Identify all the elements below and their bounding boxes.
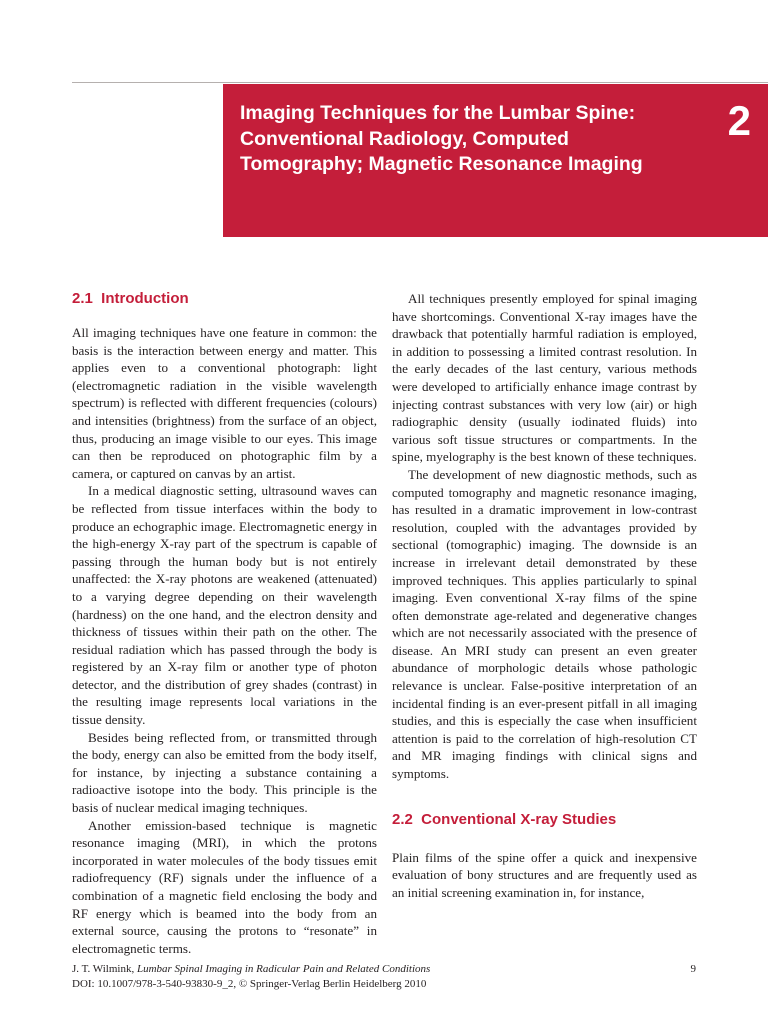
footer-author: J. T. Wilmink,	[72, 963, 135, 975]
right-column	[392, 290, 697, 901]
footer-book-title: Lumbar Spinal Imaging in Radicular Pain and Related Conditions	[136, 963, 431, 975]
footer-doi: DOI: 10.1007/978-3-540-93830-9_2, © Springer-Verlag Berlin Heidelberg 2010	[72, 977, 427, 990]
page-number: 9	[690, 963, 696, 975]
paragraph: All imaging techniques have one feature in common: the basis is the interaction between energy and matter. This applies even to a conventional photograph: light (electromagnetic radiation in the visible wavelength spectrum) is reflected with different frequencies (colours) and intensities (brightness) from the surface of an object, thus, producing an image visible to our eyes. This image can then be reproduced on photographic film by a camera, or captured on canvas by an artist.	[72, 325, 377, 481]
paragraph: In a medical diagnostic setting, ultrasound waves can be reflected from tissue interfaces within the body to produce an echographic image. Electromagnetic energy in the high-energy X-ray part of the spectrum is capable of passing through the human body but is not entirely unaffected: the X-ray photons are weakened (attenuated) to a varying degree depending on their wavelength (hardness) on the one hand, and the electron density and thickness of tissues within their path on the other. The residual radiation which has passed through the body is registered by an X-ray film or another type of photon detector, and the distribution of grey shades (contrast) in the resulting image represents local variations in the tissue density.	[72, 483, 377, 728]
paragraph: Besides being reflected from, or transmitted through the body, energy can also be emitted from the body itself, for instance, by injecting a substance containing a radioactive isotope into the body. This principle is the basis of nuclear medical imaging techniques.	[72, 729, 377, 816]
section-heading-introduction: 2.1 Introduction	[72, 290, 189, 307]
header-rule	[72, 82, 768, 83]
paragraph: Plain films of the spine offer a quick and inexpensive evaluation of bony structures and are frequently used as an initial screening examination in, for instance,	[392, 849, 697, 900]
paragraph: The development of new diagnostic methods, such as computed tomography and magnetic resonance imaging, has resulted in a dramatic improvement in low-contrast resolution, coupled with the advantages provided by sectional (tomographic) imaging. The downside is an increase in irrelevant detail demonstrated by these improved techniques. This applies particularly to spinal imaging. Even conventional X-ray films of the spine often demonstrate age-related and degenerative changes which are not necessarily associated with the presence of disease. An MRI study can present an even greater abundance of morphologic details whose pathologic relevance is unclear. False-positive interpretation of an incidental finding is an ever-present pitfall in all imaging studies, and this is especially the case when insufficient attention is paid to the correlation of high-resolution CT and MR imaging findings with clinical signs and symptoms.	[392, 466, 697, 782]
page-footer	[72, 962, 696, 991]
chapter-banner	[223, 84, 768, 237]
chapter-number: 2	[727, 97, 751, 144]
paragraph: Another emission-based technique is magnetic resonance imaging (MRI), in which the protons incorporated in water molecules of the body tissues emit radiofrequency (RF) signals under the influence of a combination of a magnetic field enclosing the body and RF energy which is beamed into the body from an external source, causing the protons to “resonate” in electromagnetic terms.	[72, 817, 377, 956]
paragraph: All techniques presently employed for spinal imaging have shortcomings. Conventional X-ray images have the drawback that potentially harmful radiation is employed, in addition to possessing a limited contrast resolution. In the early decades of the last century, various methods were developed to artificially enhance image contrast by injecting contrast substances with very low (air) or high radiographic density (usually iodinated fluids) into various soft tissue structures or compartments. In the spine, myelography is the best known of these techniques.	[392, 291, 697, 465]
citation-line	[72, 962, 696, 977]
chapter-title: Imaging Techniques for the Lumbar Spine: Conventional Radiology, Computed Tomography; Magnetic Resonance Imaging	[240, 102, 643, 175]
left-column	[72, 288, 377, 957]
section-heading-xray-studies: 2.2 Conventional X-ray Studies	[392, 810, 617, 828]
